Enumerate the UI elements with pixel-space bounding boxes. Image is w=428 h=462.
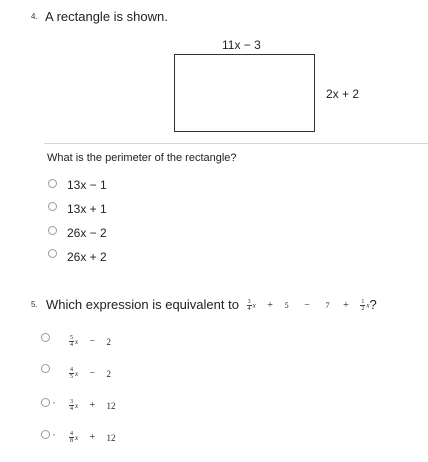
fraction-numerator: 4 bbox=[70, 367, 73, 374]
fraction-numerator: 3 bbox=[70, 399, 73, 406]
constant: 5 bbox=[284, 301, 289, 311]
constant: 2 bbox=[106, 368, 111, 379]
variable-x: x bbox=[75, 401, 79, 410]
choice-radio-4[interactable] bbox=[48, 249, 57, 258]
fraction-denominator: 2 bbox=[361, 306, 365, 313]
constant: 12 bbox=[106, 432, 116, 443]
operator: + bbox=[267, 300, 273, 312]
fraction-numerator: 3 bbox=[247, 299, 251, 306]
choice-radio-2[interactable] bbox=[48, 202, 57, 211]
fraction bbox=[69, 335, 74, 348]
fraction-denominator: 4 bbox=[247, 306, 251, 313]
operator: + bbox=[343, 300, 349, 312]
choice-label-3[interactable]: 26x − 2 bbox=[67, 226, 107, 240]
operator: + bbox=[89, 400, 96, 412]
q5-choice-label-4[interactable] bbox=[68, 430, 115, 444]
fraction-denominator: 4 bbox=[70, 406, 73, 413]
constant: 7 bbox=[325, 301, 330, 311]
choice-label-1[interactable]: 13x − 1 bbox=[67, 178, 107, 192]
q5-choice-radio-3[interactable] bbox=[41, 398, 50, 407]
choice-label-2[interactable]: 13x + 1 bbox=[67, 202, 107, 216]
operator: + bbox=[89, 432, 96, 444]
variable-x: x bbox=[75, 337, 79, 346]
operator: − bbox=[89, 368, 96, 380]
choice-label-4[interactable]: 26x + 2 bbox=[67, 250, 107, 264]
constant: 2 bbox=[106, 336, 111, 347]
variable-x: x bbox=[366, 301, 370, 310]
q5-choice-radio-1[interactable] bbox=[41, 333, 50, 342]
q5-choice-radio-2[interactable] bbox=[41, 364, 50, 373]
question-4-text: A rectangle is shown. bbox=[45, 9, 168, 24]
q5-choice-label-1[interactable] bbox=[68, 334, 111, 348]
fraction-denominator: 8 bbox=[70, 438, 73, 445]
fraction-numerator: 1 bbox=[361, 299, 365, 306]
fraction bbox=[69, 367, 74, 380]
question-5-number: 5. bbox=[31, 300, 38, 309]
rectangle-figure bbox=[174, 54, 315, 132]
q5-choice-label-3[interactable] bbox=[68, 398, 115, 412]
q5-choice-label-2[interactable] bbox=[68, 366, 111, 380]
operator: − bbox=[89, 336, 96, 348]
rectangle-top-label: 11x − 3 bbox=[222, 38, 261, 52]
choice-marker: · bbox=[52, 427, 56, 441]
choice-radio-3[interactable] bbox=[48, 226, 57, 235]
fraction bbox=[69, 399, 74, 412]
rectangle-side-label: 2x + 2 bbox=[326, 87, 360, 101]
fraction bbox=[69, 431, 74, 444]
fraction bbox=[247, 299, 252, 312]
variable-x: x bbox=[75, 369, 79, 378]
q5-choice-radio-4[interactable] bbox=[41, 430, 50, 439]
choice-marker: · bbox=[52, 395, 56, 409]
operator: − bbox=[304, 300, 310, 312]
variable-x: x bbox=[252, 301, 256, 310]
constant: 12 bbox=[106, 400, 116, 411]
fraction-numerator: 4 bbox=[70, 431, 73, 438]
fraction-denominator: 5 bbox=[70, 374, 73, 381]
question-5-stem: Which expression is equivalent to bbox=[46, 297, 239, 312]
question-4-prompt: What is the perimeter of the rectangle? bbox=[47, 152, 237, 164]
question-4-number: 4. bbox=[31, 12, 38, 21]
variable-x: x bbox=[75, 433, 79, 442]
choice-radio-1[interactable] bbox=[48, 179, 57, 188]
fraction-denominator: 4 bbox=[70, 342, 73, 349]
divider bbox=[44, 143, 428, 144]
fraction-numerator: 5 bbox=[70, 335, 73, 342]
question-5-text bbox=[46, 297, 377, 312]
question-mark: ? bbox=[369, 297, 377, 312]
fraction bbox=[360, 299, 365, 312]
